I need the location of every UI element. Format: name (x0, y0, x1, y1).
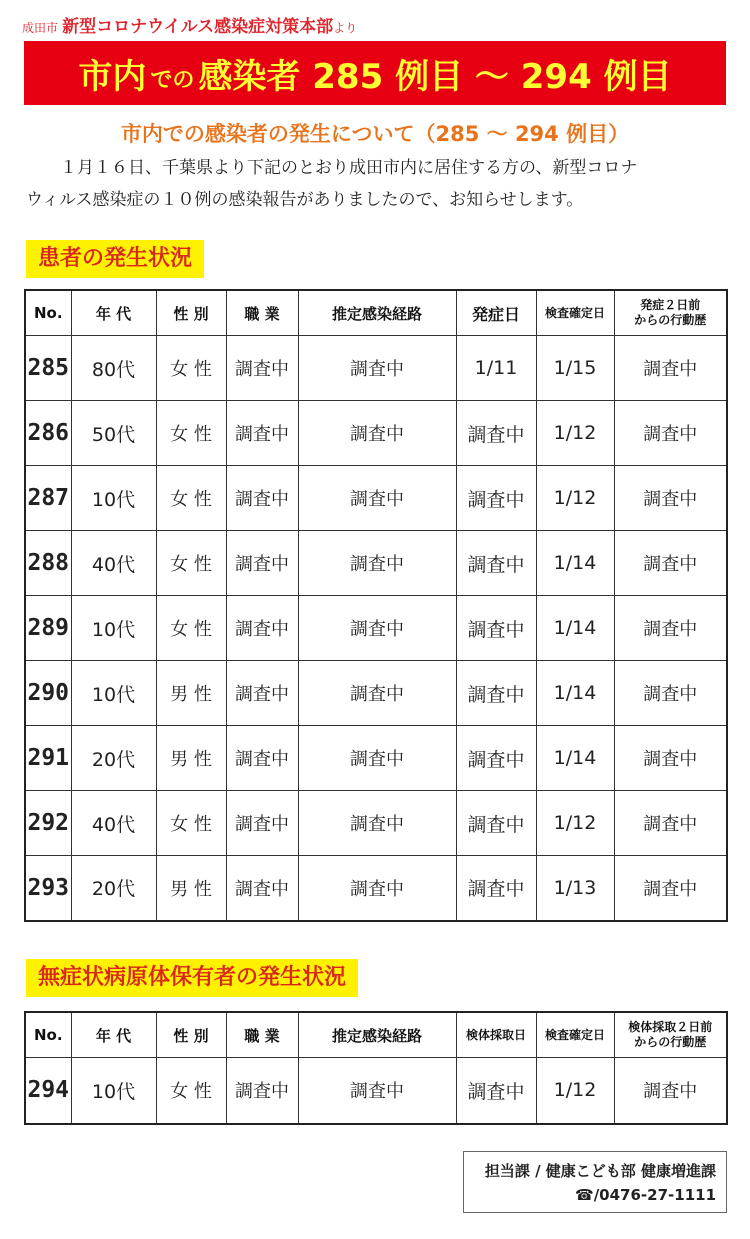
header-sex: 性 別 (156, 1012, 226, 1058)
cell-confirmed: 1/14 (536, 596, 614, 661)
table-row (25, 791, 727, 856)
cell-onset: 調査中 (456, 791, 536, 856)
patients-table (24, 289, 728, 922)
cell-job: 調査中 (226, 791, 298, 856)
banner-part1: 市内 (78, 56, 147, 97)
cell-age: 10代 (71, 661, 156, 726)
cell-history: 調査中 (614, 726, 727, 791)
table-row (25, 401, 727, 466)
header-history (614, 290, 727, 336)
table-row (25, 531, 727, 596)
cell-confirmed: 1/12 (536, 1058, 614, 1124)
table-row (25, 596, 727, 661)
header-confirmed: 検査確定日 (536, 1012, 614, 1058)
header-org: 成田市 (22, 21, 59, 35)
cell-confirmed: 1/12 (536, 791, 614, 856)
header-history-line2: からの行動歴 (634, 313, 707, 327)
asymptomatic-table (24, 1011, 728, 1125)
contact-box (463, 1151, 727, 1213)
cell-history: 調査中 (614, 856, 727, 921)
header-route: 推定感染経路 (298, 290, 456, 336)
cell-age: 40代 (71, 791, 156, 856)
cell-route: 調査中 (298, 596, 456, 661)
cell-confirmed: 1/14 (536, 531, 614, 596)
cell-no: 291 (25, 726, 71, 791)
cell-route: 調査中 (298, 791, 456, 856)
cell-route: 調査中 (298, 661, 456, 726)
header-history-line1: 検体採取２日前 (628, 1020, 713, 1034)
header-history-line2: からの行動歴 (634, 1035, 707, 1049)
asymptomatic-rows (25, 1058, 727, 1124)
cell-route: 調査中 (298, 401, 456, 466)
cell-route: 調査中 (298, 1058, 456, 1124)
cell-sex: 男 性 (156, 726, 226, 791)
cell-sex: 女 性 (156, 401, 226, 466)
page-subtitle: 市内での感染者の発生について（285 ～ 294 例目） (120, 122, 630, 146)
banner-part3: 感染者 285 例目 ～ 294 例目 (198, 56, 672, 97)
header-sampled: 検体採取日 (456, 1012, 536, 1058)
header-age: 年 代 (71, 1012, 156, 1058)
cell-history: 調査中 (614, 596, 727, 661)
cell-onset: 調査中 (456, 531, 536, 596)
cell-sex: 女 性 (156, 336, 226, 401)
cell-sex: 男 性 (156, 856, 226, 921)
cell-history: 調査中 (614, 531, 727, 596)
header-history (614, 1012, 727, 1058)
section-title-asymptomatic: 無症状病原体保有者の発生状況 (26, 959, 358, 997)
cell-sex: 女 性 (156, 596, 226, 661)
cell-age: 50代 (71, 401, 156, 466)
cell-onset: 調査中 (456, 661, 536, 726)
cell-sex: 女 性 (156, 791, 226, 856)
cell-no: 285 (25, 336, 71, 401)
cell-history: 調査中 (614, 466, 727, 531)
cell-no: 286 (25, 401, 71, 466)
cell-job: 調査中 (226, 466, 298, 531)
contact-phone: ☎/0476-27-1111 (575, 1186, 716, 1204)
header-sex: 性 別 (156, 290, 226, 336)
cell-sex: 女 性 (156, 531, 226, 596)
cell-no: 290 (25, 661, 71, 726)
cell-history: 調査中 (614, 1058, 727, 1124)
table-row (25, 1058, 727, 1124)
cell-confirmed: 1/14 (536, 661, 614, 726)
cell-no: 292 (25, 791, 71, 856)
header-route: 推定感染経路 (298, 1012, 456, 1058)
header-history-line1: 発症２日前 (640, 298, 701, 312)
header-onset: 発症日 (456, 290, 536, 336)
header-hq: 新型コロナウイルス感染症対策本部 (62, 17, 334, 37)
intro-paragraph (26, 152, 726, 216)
cell-history: 調査中 (614, 401, 727, 466)
cell-job: 調査中 (226, 531, 298, 596)
header-job: 職 業 (226, 1012, 298, 1058)
cell-confirmed: 1/15 (536, 336, 614, 401)
cell-no: 293 (25, 856, 71, 921)
cell-confirmed: 1/13 (536, 856, 614, 921)
cell-age: 80代 (71, 336, 156, 401)
cell-age: 20代 (71, 856, 156, 921)
intro-line-1: １月１６日、千葉県より下記のとおり成田市内に居住する方の、新型コロナ (60, 158, 638, 178)
cell-route: 調査中 (298, 466, 456, 531)
cell-job: 調査中 (226, 1058, 298, 1124)
cell-sex: 女 性 (156, 1058, 226, 1124)
header-no: No. (25, 290, 71, 336)
cell-sex: 男 性 (156, 661, 226, 726)
title-banner (24, 41, 726, 105)
table-row (25, 336, 727, 401)
cell-job: 調査中 (226, 726, 298, 791)
intro-line-2: ウィルス感染症の１０例の感染報告がありましたので、お知らせします。 (26, 190, 584, 210)
cell-no: 289 (25, 596, 71, 661)
cell-history: 調査中 (614, 336, 727, 401)
table-header-row (25, 1012, 727, 1058)
banner-part2: での (150, 67, 195, 93)
cell-route: 調査中 (298, 531, 456, 596)
header-age: 年 代 (71, 290, 156, 336)
header-job: 職 業 (226, 290, 298, 336)
cell-onset: 1/11 (456, 336, 536, 401)
cell-onset: 調査中 (456, 856, 536, 921)
header-no: No. (25, 1012, 71, 1058)
cell-age: 20代 (71, 726, 156, 791)
table-row (25, 856, 727, 921)
cell-history: 調査中 (614, 791, 727, 856)
cell-confirmed: 1/12 (536, 466, 614, 531)
cell-age: 40代 (71, 531, 156, 596)
cell-no: 294 (25, 1058, 71, 1124)
cell-confirmed: 1/12 (536, 401, 614, 466)
cell-sex: 女 性 (156, 466, 226, 531)
cell-job: 調査中 (226, 661, 298, 726)
header-source (22, 12, 357, 37)
cell-onset: 調査中 (456, 596, 536, 661)
table-row (25, 661, 727, 726)
cell-job: 調査中 (226, 856, 298, 921)
cell-onset: 調査中 (456, 401, 536, 466)
header-confirmed: 検査確定日 (536, 290, 614, 336)
cell-history: 調査中 (614, 661, 727, 726)
cell-job: 調査中 (226, 401, 298, 466)
header-from: より (333, 21, 358, 35)
cell-no: 287 (25, 466, 71, 531)
cell-route: 調査中 (298, 856, 456, 921)
table-row (25, 466, 727, 531)
cell-route: 調査中 (298, 336, 456, 401)
cell-age: 10代 (71, 596, 156, 661)
cell-age: 10代 (71, 466, 156, 531)
section-title-patients: 患者の発生状況 (26, 240, 204, 278)
cell-job: 調査中 (226, 596, 298, 661)
cell-onset: 調査中 (456, 466, 536, 531)
table-header-row (25, 290, 727, 336)
patients-rows (25, 336, 727, 921)
cell-route: 調査中 (298, 726, 456, 791)
cell-no: 288 (25, 531, 71, 596)
cell-sampled: 調査中 (456, 1058, 536, 1124)
table-row (25, 726, 727, 791)
cell-confirmed: 1/14 (536, 726, 614, 791)
cell-onset: 調査中 (456, 726, 536, 791)
cell-age: 10代 (71, 1058, 156, 1124)
contact-department: 担当課 / 健康こども部 健康増進課 (484, 1162, 716, 1180)
cell-job: 調査中 (226, 336, 298, 401)
